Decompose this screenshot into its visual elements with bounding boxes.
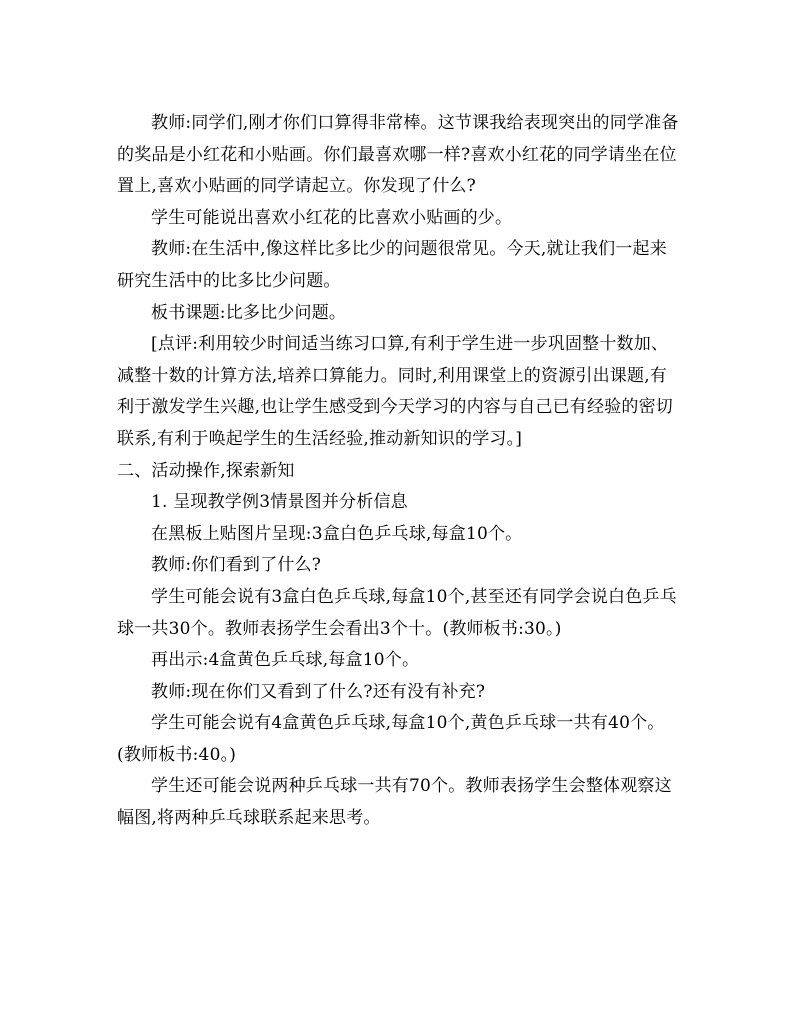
- subsection-heading: 1. 呈现教学例3情景图并分析信息: [151, 492, 408, 513]
- paragraph-teacher-followup: 教师:现在你们又看到了什么?还有没有补充?: [151, 681, 486, 702]
- paragraph-show-yellow-balls: 再出示:4盒黄色乒乓球,每盒10个。: [151, 650, 420, 671]
- paragraph-student-response: 学生可能说出喜欢小红花的比喜欢小贴画的少。: [151, 207, 513, 228]
- paragraph-teacher-intro: 教师:同学们,刚才你们口算得非常棒。这节课我给表现突出的同学准备的奖品是小红花和小贴画。你们最喜欢哪一样?喜欢小红花的同学请坐在位置上,喜欢小贴画的同学请起立。你发现了什么?: [117, 113, 679, 197]
- paragraph-student-white-balls: 学生可能会说有3盒白色乒乓球,每盒10个,甚至还有同学会说白色乒乓球一共30个。教师表扬学生会看出3个十。(教师板书:30。): [117, 586, 677, 639]
- paragraph-student-total: 学生还可能会说两种乒乓球一共有70个。教师表扬学生会整体观察这幅图,将两种乒乓球联系起来思考。: [117, 776, 672, 829]
- paragraph-board-title: 板书课题:比多比少问题。: [151, 302, 347, 323]
- paragraph-student-yellow-balls: 学生可能会说有4盒黄色乒乓球,每盒10个,黄色乒乓球一共有40个。(教师板书:40。): [117, 713, 665, 765]
- section-heading: 二、活动操作,探索新知: [117, 460, 295, 481]
- paragraph-board-picture: 在黑板上贴图片呈现:3盒白色乒乓球,每盒10个。: [151, 523, 523, 544]
- paragraph-teacher-topic: 教师:在生活中,像这样比多比少的问题很常见。今天,就让我们一起来研究生活中的比多比少问题。: [117, 239, 667, 291]
- paragraph-comment: [点评:利用较少时间适当练习口算,有利于学生进一步巩固整十数加、减整十数的计算方法,培养口算能力。同时,利用课堂上的资源引出课题,有利于激发学生兴趣,也让学生感受到今天学习的内容与自己已有经验的密切联系,有利于唤起学生的生活经验,推动新知识的学习。]: [117, 334, 674, 449]
- paragraph-teacher-question: 教师:你们看到了什么?: [151, 555, 322, 576]
